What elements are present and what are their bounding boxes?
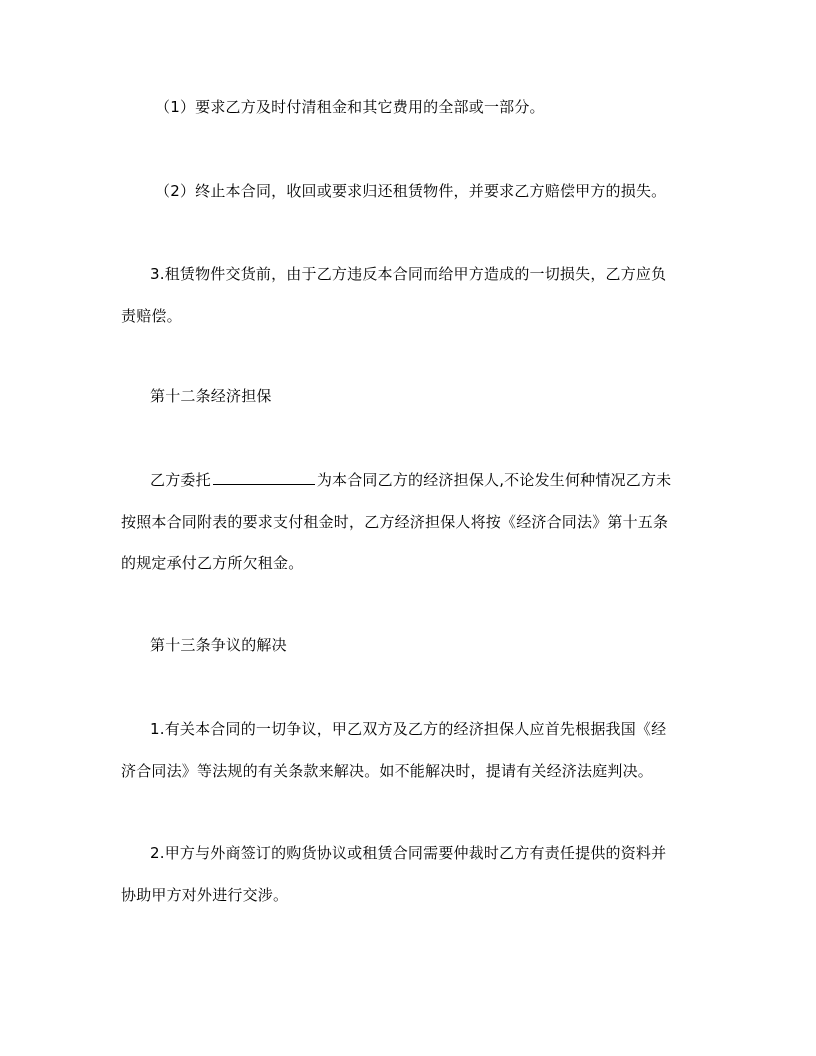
guarantor-paragraph-line-2: 按照本合同附表的要求支付租金时，乙方经济担保人将按《经济合同法》第十五条 [121, 513, 669, 531]
section-heading-article-12: 第十二条经济担保 [150, 387, 272, 405]
dispute-item-1-line-2: 济合同法》等法规的有关条款来解决。如不能解决时，提请有关经济法庭判决。 [121, 762, 654, 780]
dispute-item-1-line-1: 1.有关本合同的一切争议，甲乙双方及乙方的经济担保人应首先根据我国《经 [150, 720, 667, 738]
paragraph-clause-2: （2）终止本合同，收回或要求归还租赁物件，并要求乙方赔偿甲方的损失。 [155, 182, 667, 200]
dispute-item-2-line-2: 协助甲方对外进行交涉。 [121, 886, 289, 904]
dispute-item-2-line-1: 2.甲方与外商签订的购货协议或租赁合同需要仲裁时乙方有责任提供的资料并 [150, 844, 667, 862]
guarantor-paragraph-line-3: 的规定承付乙方所欠租金。 [121, 554, 304, 572]
guarantor-name-blank [213, 470, 315, 485]
guarantor-paragraph-line-1 [150, 470, 671, 490]
paragraph-clause-1: （1）要求乙方及时付清租金和其它费用的全部或一部分。 [155, 98, 545, 116]
paragraph-item-3-line-1: 3.租赁物件交货前，由于乙方违反本合同而给甲方造成的一切损失，乙方应负 [150, 265, 667, 283]
paragraph-item-3-line-2: 责赔偿。 [121, 307, 182, 325]
guarantor-suffix-text: 为本合同乙方的经济担保人,不论发生何种情况乙方未 [316, 471, 672, 489]
guarantor-prefix-text: 乙方委托 [150, 471, 211, 489]
section-heading-article-13: 第十三条争议的解决 [150, 636, 287, 654]
